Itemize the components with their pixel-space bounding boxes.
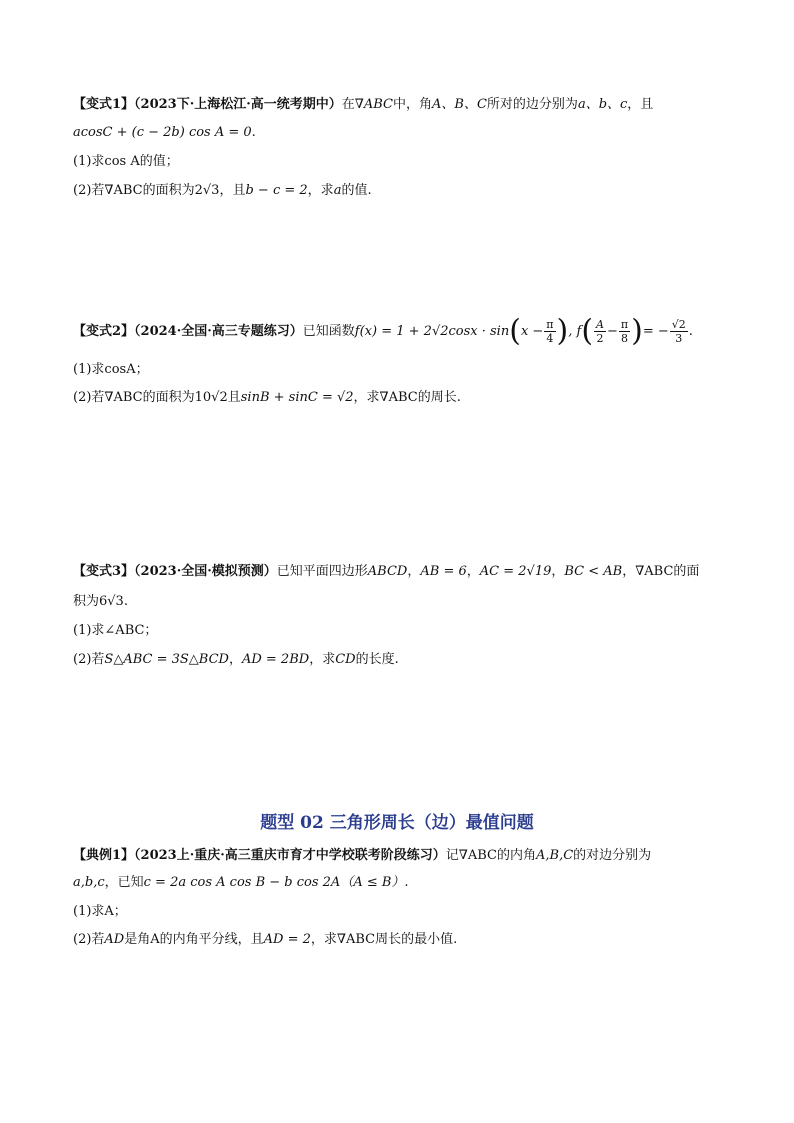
segment-cd: CD xyxy=(335,652,356,667)
quadrilateral-name: ABCD xyxy=(367,564,408,579)
text: ，求∇ABC周长的最小值. xyxy=(310,932,458,947)
text: ，求 xyxy=(309,652,336,667)
section-title: 题型 02 三角形周长（边）最值问题 xyxy=(260,813,534,833)
segment-ad: AD xyxy=(104,932,125,947)
variant1-stem-line1 xyxy=(73,95,724,115)
fraction-pi-over-8 xyxy=(619,318,630,345)
example1-source: （2023上·重庆·高三重庆市育才中学校联考阶段练习） xyxy=(134,848,446,863)
variant1-condition: acosC + (c − 2b) cos A = 0 xyxy=(73,125,252,140)
variant1-condition-line xyxy=(73,123,724,143)
angle-labels: A,B,C xyxy=(536,848,574,863)
example1-tag: 【典例1】 xyxy=(73,848,135,863)
condition-ad: AD = 2BD xyxy=(241,652,310,667)
variant1-tag: 【变式1】 xyxy=(73,97,135,112)
text: 已知函数 xyxy=(302,324,355,339)
text: (2)若∇ABC的面积为 xyxy=(73,183,195,198)
denominator: 3 xyxy=(675,332,683,345)
text: 是角A的内角平分线，且 xyxy=(124,932,264,947)
text: ， xyxy=(407,564,421,579)
text: ， xyxy=(466,564,480,579)
variant1-source: （2023下·上海松江·高一统考期中） xyxy=(134,97,342,112)
text: − xyxy=(607,324,618,339)
text: ，求∇ABC的周长. xyxy=(353,390,461,405)
text: . xyxy=(251,125,256,140)
variant2-question2 xyxy=(73,388,724,408)
text: . xyxy=(688,324,693,339)
condition-ac: AC = 2√19 xyxy=(479,564,552,579)
variant2-question1: (1)求cosA； xyxy=(73,362,149,377)
text: 所对的边分别为 xyxy=(486,97,578,112)
numerator: √2 xyxy=(671,318,686,331)
variant1-question1: (1)求cos A的值； xyxy=(73,154,179,169)
text: x − xyxy=(520,324,544,339)
text: ，已知 xyxy=(104,875,144,890)
condition-bc: BC < AB xyxy=(564,564,623,579)
text: 的值. xyxy=(341,183,372,198)
condition-ab: AB = 6 xyxy=(420,564,467,579)
variable: a xyxy=(333,183,342,198)
condition: c = 2a cos A cos B − b cos 2A xyxy=(143,875,341,890)
variant2-source: （2024·全国·高三专题练习） xyxy=(134,324,303,339)
text: (2)若 xyxy=(73,932,105,947)
example1-question1: (1)求A； xyxy=(73,904,127,919)
text: . xyxy=(404,875,409,890)
text: ， xyxy=(551,564,565,579)
example1-question2 xyxy=(73,930,724,950)
paren: ) xyxy=(631,313,643,349)
condition: sinB + sinC = √2 xyxy=(240,390,354,405)
numerator: A xyxy=(596,318,604,331)
text: , f xyxy=(568,324,582,339)
numerator: π xyxy=(546,318,554,331)
function-definition: f(x) = 1 + 2√2cosx · sin xyxy=(354,324,510,339)
text: ，且 xyxy=(627,97,654,112)
variant3-stem-line1 xyxy=(73,562,724,582)
text: ， xyxy=(228,652,242,667)
text: 已知平面四边形 xyxy=(276,564,368,579)
variant3-source: （2023·全国·模拟预测） xyxy=(134,564,277,579)
text: ，且 xyxy=(219,183,246,198)
fraction-sqrt2-over-3 xyxy=(670,318,688,345)
paren: ( xyxy=(509,313,521,349)
example1-stem-line1 xyxy=(73,846,724,866)
paren: ) xyxy=(556,313,569,349)
area-relation: S△ABC = 3S△BCD xyxy=(104,652,229,667)
variant2-stem-line xyxy=(73,313,724,349)
area-value: 10√2 xyxy=(194,390,228,405)
text: ，∇ABC的面 xyxy=(622,564,700,579)
example1-stem-line2 xyxy=(73,873,724,893)
variant2-tag: 【变式2】 xyxy=(73,324,135,339)
text: 且 xyxy=(227,390,241,405)
angle-labels: A、B、C xyxy=(432,97,487,112)
side-labels: a,b,c xyxy=(73,875,105,890)
text: 中，角 xyxy=(393,97,433,112)
paren: ( xyxy=(581,313,594,349)
area-value: 2√3 xyxy=(194,183,220,198)
text: 记∇ABC的内角 xyxy=(445,848,536,863)
text: ，求 xyxy=(307,183,334,198)
condition: b − c = 2 xyxy=(245,183,308,198)
triangle-symbol: ∇ABC xyxy=(354,97,394,112)
variant3-stem-line2: 积为6√3. xyxy=(73,594,128,609)
text: = − xyxy=(642,324,669,339)
fraction-pi-over-4 xyxy=(544,318,555,345)
text: 的长度. xyxy=(355,652,399,667)
variant3-question2 xyxy=(73,650,724,670)
condition-paren: （A ≤ B） xyxy=(340,875,405,890)
denominator: 8 xyxy=(621,332,629,345)
denominator: 2 xyxy=(596,332,604,345)
text: 在 xyxy=(341,97,355,112)
denominator: 4 xyxy=(546,332,554,345)
condition: AD = 2 xyxy=(263,932,311,947)
text: (2)若 xyxy=(73,652,105,667)
numerator: π xyxy=(620,318,629,331)
side-labels: a、b、c xyxy=(577,97,628,112)
variant3-tag: 【变式3】 xyxy=(73,564,135,579)
variant3-question1: (1)求∠ABC； xyxy=(73,623,158,638)
variant1-question2 xyxy=(73,181,724,201)
fraction-a-over-2 xyxy=(594,318,606,345)
text: (2)若∇ABC的面积为 xyxy=(73,390,195,405)
text: 的对边分别为 xyxy=(573,848,652,863)
